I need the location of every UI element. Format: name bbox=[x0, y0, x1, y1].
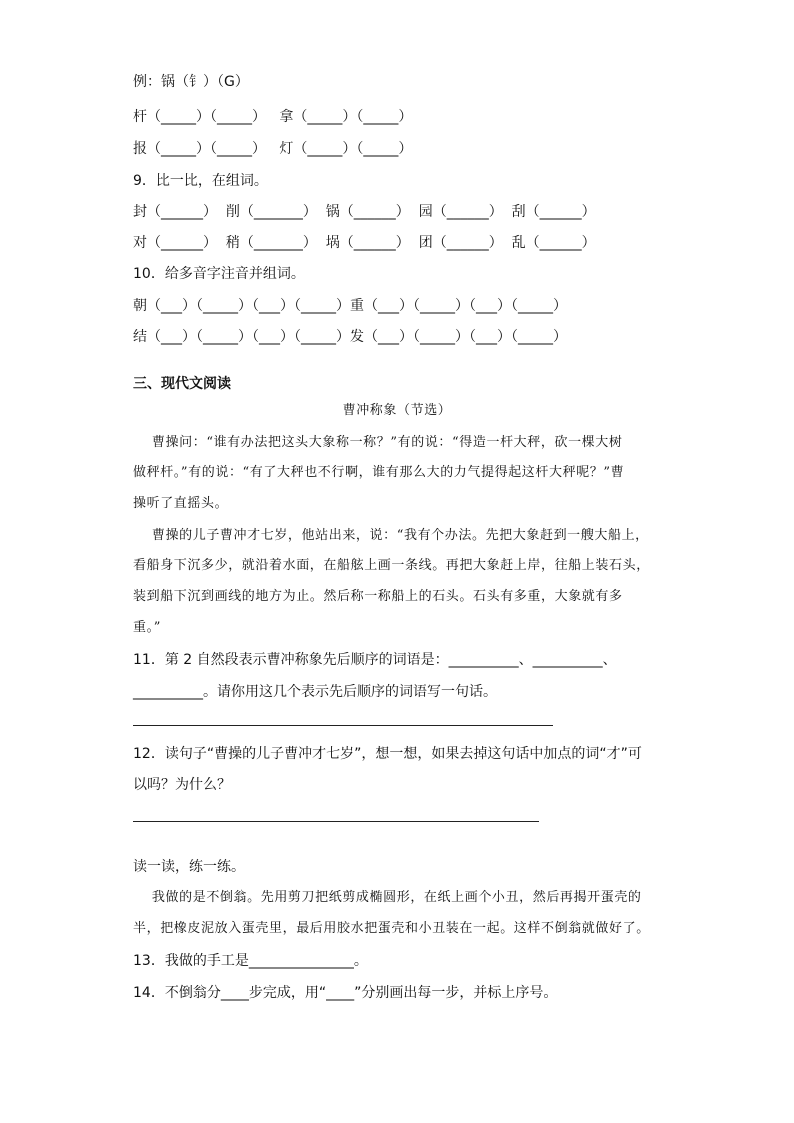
passage-title: 曹冲称象（节选） bbox=[342, 403, 452, 418]
q9-row-2: 对（______） 稍（_______） 埚（______） 团（______） 乱（______） bbox=[133, 235, 596, 251]
q9-prompt: 9．比一比，在组词。 bbox=[133, 173, 268, 189]
passage-p3-line-1: 我做的是不倒翁。先用剪刀把纸剪成椭圆形，在纸上画个小丑，然后再揭开蛋壳的 bbox=[133, 890, 642, 905]
passage-p2-line-1: 曹操的儿子曹冲才七岁，他站出来，说：“我有个办法。先把大象赶到一艘大船上， bbox=[133, 528, 649, 543]
passage-p2-line-3: 装到船下沉到画线的地方为止。然后称一称船上的石头。石头有多重，大象就有多 bbox=[133, 589, 623, 604]
passage-p3-line-2: 半，把橡皮泥放入蛋壳里，最后用胶水把蛋壳和小丑装在一起。这样不倒翁就做好了。 bbox=[133, 921, 650, 936]
q10-row-1: 朝（___）（_____）（___）（_____）重（___）（_____）（___）（_____） bbox=[133, 298, 567, 314]
q12-line-2: 以吗？为什么？ bbox=[133, 777, 231, 793]
q11-line-1: 11．第 2 自然段表示曹冲称象先后顺序的词语是：__________、__________、 bbox=[133, 652, 617, 668]
q12-answer-line[interactable] bbox=[133, 821, 539, 822]
passage-p1-line-2: 做秤杆。”有的说：“有了大秤也不行啊，谁有那么大的力气提得起这杆大秤呢？”曹 bbox=[133, 465, 625, 480]
passage-p1-line-3: 操听了直摇头。 bbox=[133, 496, 229, 511]
q14: 14．不倒翁分____步完成，用“____”分别画出每一步，并标上序号。 bbox=[133, 985, 558, 1001]
passage-p2-line-2: 看船身下沉多少，就沿着水面，在船舷上画一条线。再把大象赶上岸，往船上装石头， bbox=[133, 558, 650, 573]
read-practice-heading: 读一读，练一练。 bbox=[133, 859, 245, 875]
example-line: 例：锅（钅）（G） bbox=[133, 74, 249, 90]
q13: 13．我做的手工是_______________。 bbox=[133, 953, 368, 969]
q9-row-1: 封（______） 削（_______） 锅（______） 园（______） 刮（______） bbox=[133, 204, 596, 220]
passage-p2-line-4: 重。” bbox=[133, 620, 161, 635]
line-gan-na: 杆（_____）（_____） 拿（_____）（_____） bbox=[133, 109, 413, 125]
q12-line-1: 12．读句子“曹操的儿子曹冲才七岁”，想一想，如果去掉这句话中加点的词“才”可 bbox=[133, 746, 642, 762]
passage-p1-line-1: 曹操问：“谁有办法把这头大象称一称？”有的说：“得造一杆大秤，砍一棵大树 bbox=[133, 435, 623, 450]
line-bao-deng: 报（_____）（_____） 灯（_____）（_____） bbox=[133, 141, 413, 157]
q10-row-2: 结（___）（_____）（___）（_____）发（___）（_____）（___）（_____） bbox=[133, 329, 567, 345]
q11-answer-line[interactable] bbox=[133, 725, 553, 726]
q10-prompt: 10．给多音字注音并组词。 bbox=[133, 266, 305, 282]
section-three-heading: 三、现代文阅读 bbox=[133, 376, 231, 392]
q11-line-2: __________。请你用这几个表示先后顺序的词语写一句话。 bbox=[133, 684, 497, 700]
